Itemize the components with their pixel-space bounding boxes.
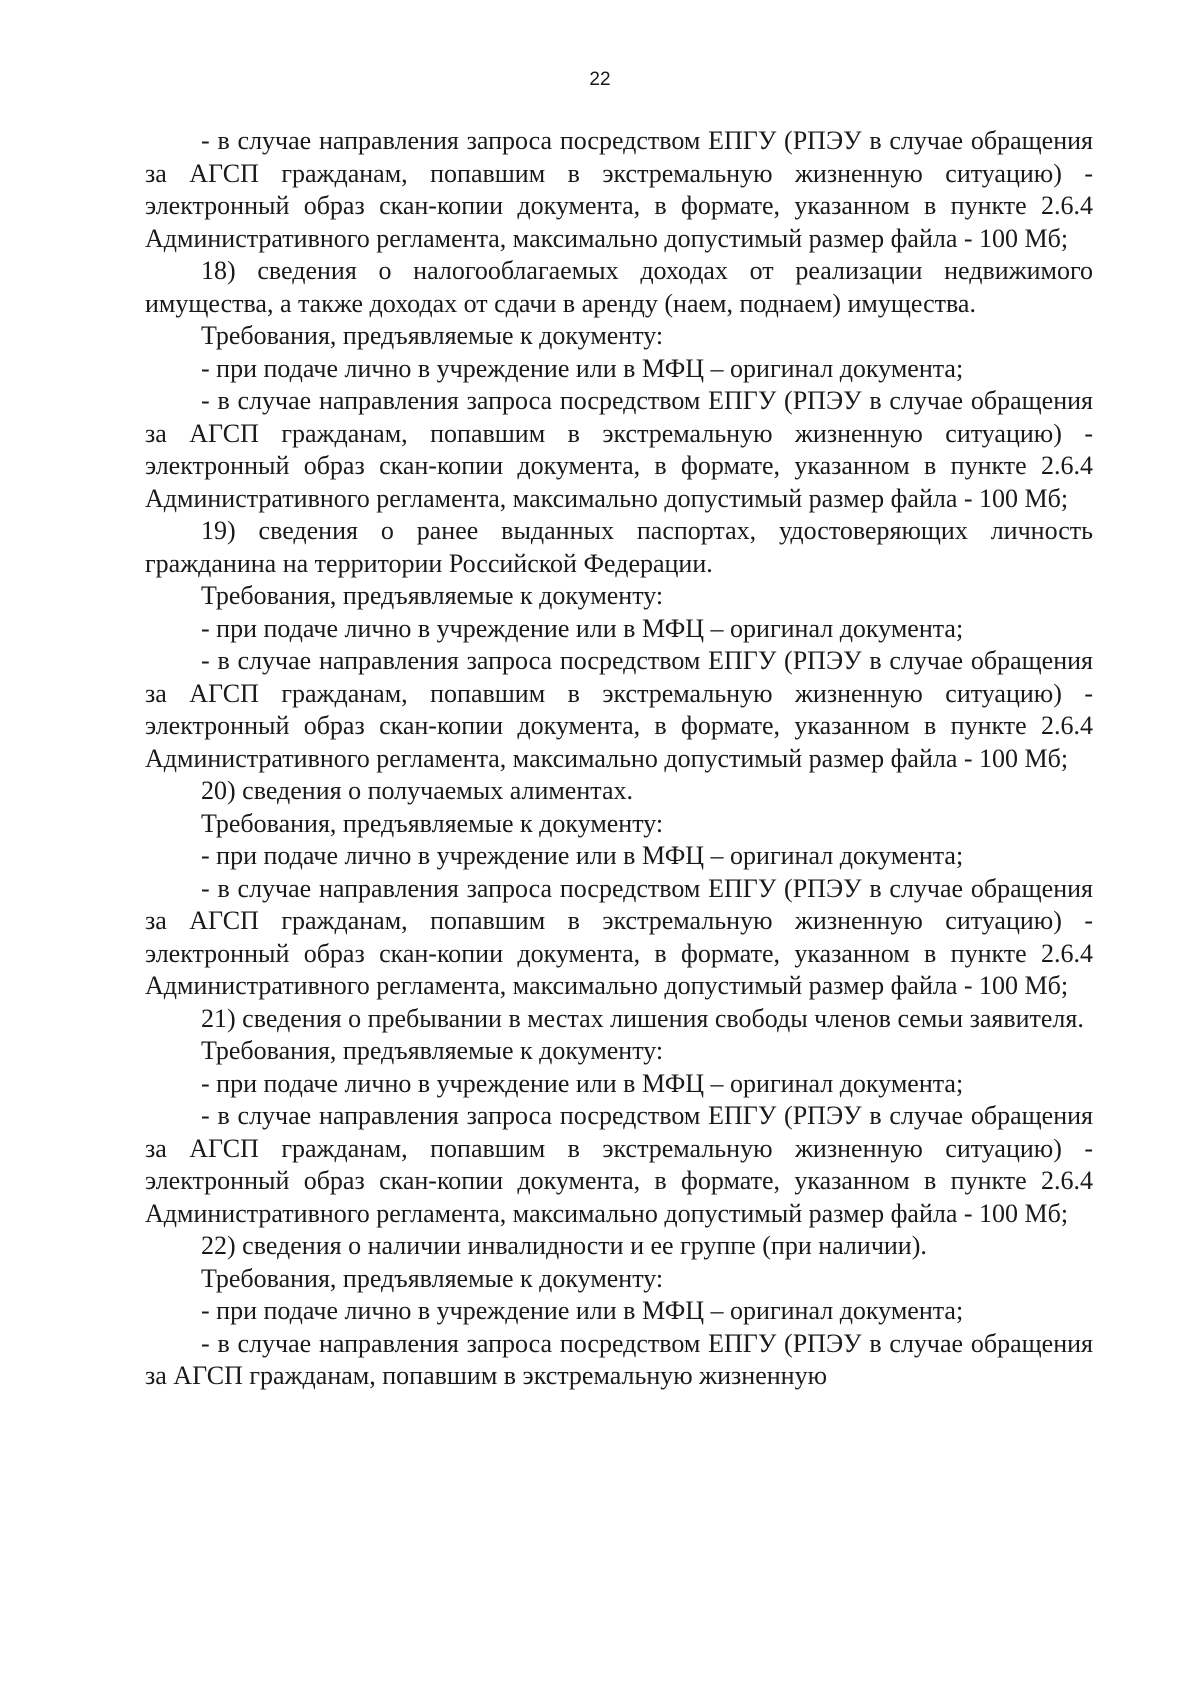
paragraph: 22) сведения о наличии инвалидности и ее группе (при наличии). xyxy=(201,1231,927,1260)
paragraph: Требования, предъявляемые к документу: xyxy=(201,581,664,610)
paragraph: Требования, предъявляемые к документу: xyxy=(201,1263,664,1293)
paragraph: - в случае направления запроса посредством ЕПГУ (РПЭУ в случае обращения за АГСП гражданам, попавшим в экстремальную жизненную xyxy=(145,1328,1093,1390)
paragraph: Требования, предъявляемые к документу: xyxy=(201,808,664,838)
paragraph: 20) сведения о получаемых алиментах. xyxy=(201,776,633,805)
paragraph: 19) сведения о ранее выданных паспортах, удостоверяющих личность гражданина на территории Российской Федерации. xyxy=(145,516,1093,578)
paragraph: - при подаче лично в учреждение или в МФЦ – оригинал документа; xyxy=(201,1296,964,1325)
paragraph: - в случае направления запроса посредством ЕПГУ (РПЭУ в случае обращения за АГСП гражданам, попавшим в экстремальную жизненную ситуацию) - электронный образ скан-копии документа, в формате, указанном в пункте 2.6.4 Административного регламента, максимально допустимый размер файла - 100 Мб; xyxy=(145,386,1093,513)
paragraph: - при подаче лично в учреждение или в МФЦ – оригинал документа; xyxy=(201,1068,964,1098)
paragraph: - при подаче лично в учреждение или в МФЦ – оригинал документа; xyxy=(201,353,964,383)
paragraph: 21) сведения о пребывании в местах лишения свободы членов семьи заявителя. xyxy=(201,1003,1084,1033)
document-body xyxy=(145,125,1093,1393)
paragraph: - при подаче лично в учреждение или в МФЦ – оригинал документа; xyxy=(201,841,964,870)
paragraph: - в случае направления запроса посредством ЕПГУ (РПЭУ в случае обращения за АГСП гражданам, попавшим в экстремальную жизненную ситуацию) - электронный образ скан-копии документа, в формате, указанном в пункте 2.6.4 Административного регламента, максимально допустимый размер файла - 100 Мб; xyxy=(145,1101,1093,1228)
paragraph: - в случае направления запроса посредством ЕПГУ (РПЭУ в случае обращения за АГСП гражданам, попавшим в экстремальную жизненную ситуацию) - электронный образ скан-копии документа, в формате, указанном в пункте 2.6.4 Административного регламента, максимально допустимый размер файла - 100 Мб; xyxy=(145,126,1093,253)
paragraph: - в случае направления запроса посредством ЕПГУ (РПЭУ в случае обращения за АГСП гражданам, попавшим в экстремальную жизненную ситуацию) - электронный образ скан-копии документа, в формате, указанном в пункте 2.6.4 Административного регламента, максимально допустимый размер файла - 100 Мб; xyxy=(145,873,1093,1000)
paragraph: - в случае направления запроса посредством ЕПГУ (РПЭУ в случае обращения за АГСП гражданам, попавшим в экстремальную жизненную ситуацию) - электронный образ скан-копии документа, в формате, указанном в пункте 2.6.4 Административного регламента, максимально допустимый размер файла - 100 Мб; xyxy=(145,646,1093,773)
paragraph: Требования, предъявляемые к документу: xyxy=(201,1036,664,1065)
paragraph: Требования, предъявляемые к документу: xyxy=(201,321,664,350)
page-number: 22 xyxy=(589,69,611,90)
paragraph: - при подаче лично в учреждение или в МФЦ – оригинал документа; xyxy=(201,613,964,643)
paragraph: 18) сведения о налогооблагаемых доходах от реализации недвижимого имущества, а также доходах от сдачи в аренду (наем, поднаем) имущества. xyxy=(145,256,1093,318)
